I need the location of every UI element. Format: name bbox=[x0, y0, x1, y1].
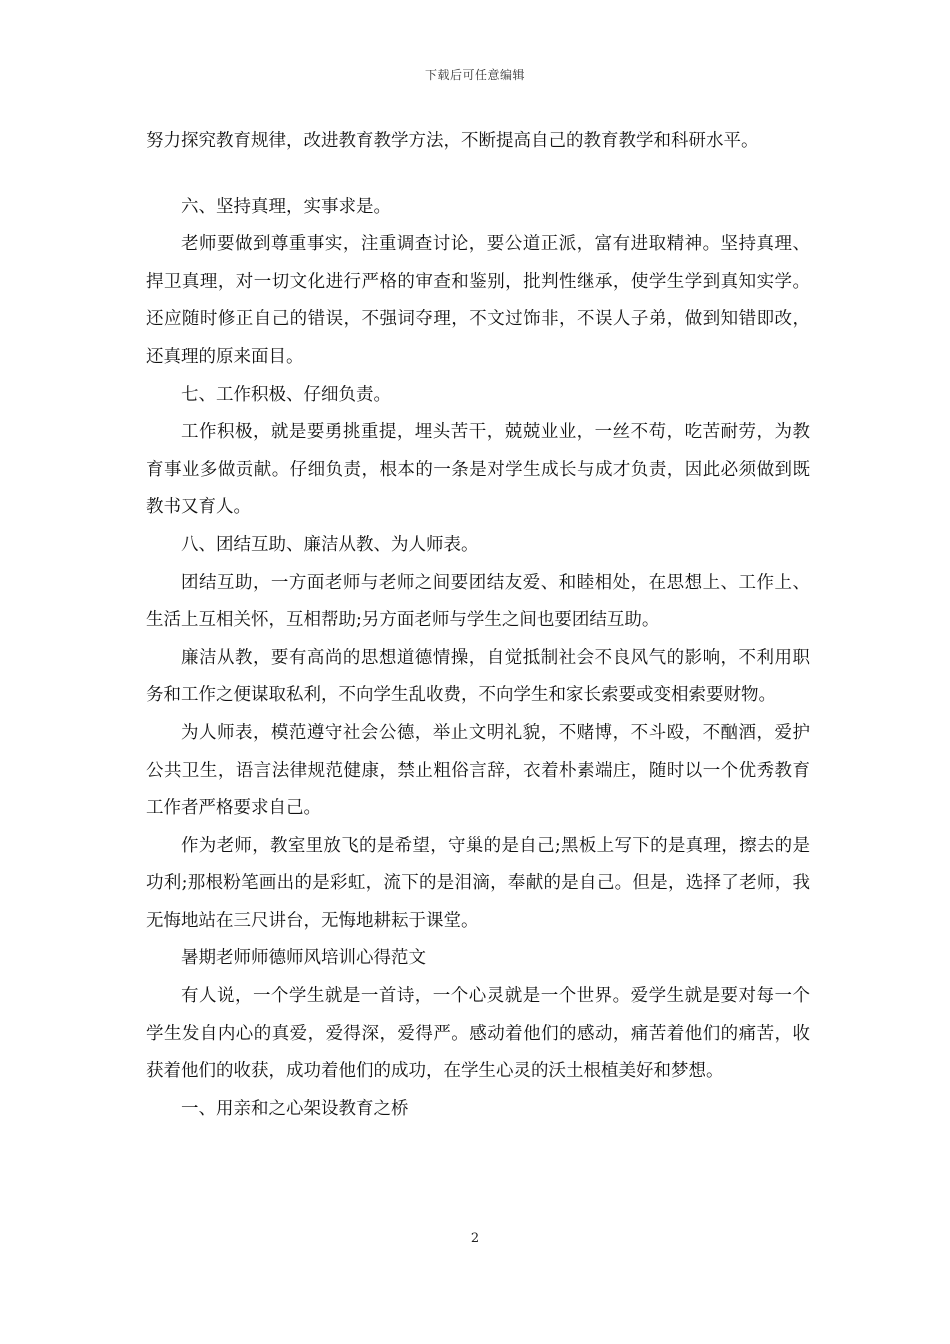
paragraph-teacher: 作为老师，教室里放飞的是希望，守巢的是自己;黑板上写下的是真理，擦去的是功利;那根粉笔画出的是彩虹，流下的是泪滴，奉献的是自己。但是，选择了老师，我无悔地站在三尺讲台，无悔地耕耘于课堂。 bbox=[146, 835, 810, 931]
article-title: 暑期老师师德师风培训心得范文 bbox=[181, 948, 426, 969]
paragraph-work: 工作积极，就是要勇挑重提，埋头苦干，兢兢业业，一丝不苟，吃苦耐劳，为教育事业多做贡献。仔细负责，根本的一条是对学生成长与成才负责，因此必须做到既教书又育人。 bbox=[146, 422, 810, 518]
page-header: 下载后可任意编辑 bbox=[424, 68, 525, 82]
section-heading-eight: 八、团结互助、廉洁从教、为人师表。 bbox=[181, 534, 479, 555]
section-heading-one: 一、用亲和之心架设教育之桥 bbox=[181, 1098, 409, 1119]
paragraph-unity: 团结互助，一方面老师与老师之间要团结友爱、和睦相处，在思想上、工作上、生活上互相关怀，互相帮助;另方面老师与学生之间也要团结互助。 bbox=[146, 572, 810, 631]
paragraph-role-model: 为人师表，模范遵守社会公德，举止文明礼貌，不赌博，不斗殴，不酗酒，爱护公共卫生，语言法律规范健康，禁止粗俗言辞，衣着朴素端庄，随时以一个优秀教育工作者严格要求自己。 bbox=[146, 722, 810, 819]
paragraph-intro: 有人说，一个学生就是一首诗，一个心灵就是一个世界。爱学生就是要对每一个学生发自内心的真爱，爱得深，爱得严。感动着他们的感动，痛苦着他们的痛苦，收获着他们的收获，成功着他们的成功，在学生心灵的沃土根植美好和梦想。 bbox=[146, 986, 810, 1082]
document-body bbox=[146, 123, 810, 1128]
paragraph-continuation: 努力探究教育规律，改进教育教学方法，不断提高自己的教育教学和科研水平。 bbox=[146, 131, 759, 151]
section-heading-seven: 七、工作积极、仔细负责。 bbox=[181, 384, 391, 405]
page-number: 2 bbox=[470, 1231, 480, 1246]
section-heading-six: 六、坚持真理，实事求是。 bbox=[181, 196, 391, 217]
paragraph-integrity: 廉洁从教，要有高尚的思想道德情操，自觉抵制社会不良风气的影响，不利用职务和工作之便谋取私利，不向学生乱收费，不向学生和家长索要或变相索要财物。 bbox=[146, 647, 810, 706]
paragraph-truth: 老师要做到尊重事实，注重调查讨论，要公道正派，富有进取精神。坚持真理、捍卫真理，对一切文化进行严格的审查和鉴别，批判性继承，使学生学到真知实学。还应随时修正自己的错误，不强词夺理，不文过饰非，不误人子弟，做到知错即改，还真理的原来面目。 bbox=[146, 234, 810, 367]
